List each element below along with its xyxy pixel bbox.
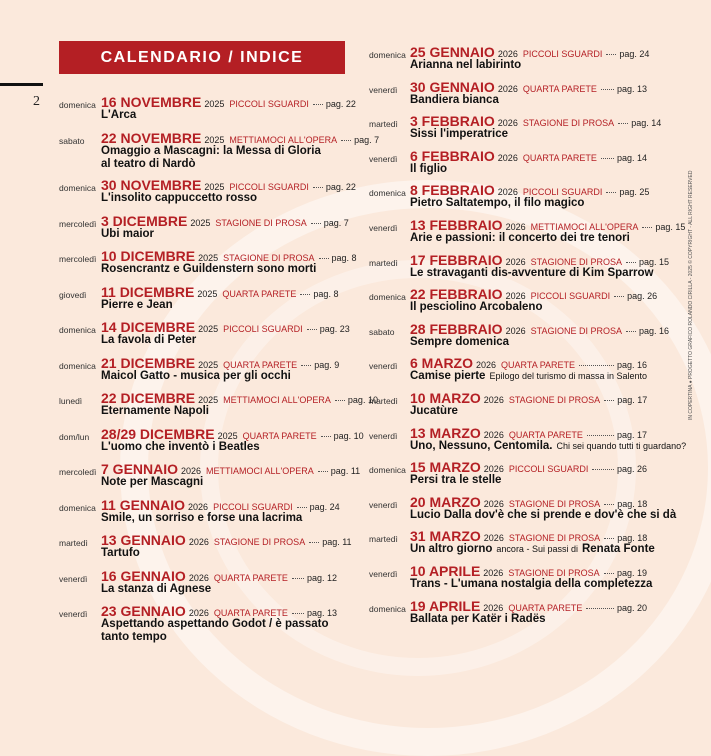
leader-dots	[618, 122, 628, 124]
entry-year: 2026	[497, 187, 518, 198]
entry-dateline	[410, 563, 647, 579]
leader-dots	[604, 537, 614, 539]
entry-title-text: Uno, Nessuno, Centomila.	[410, 439, 553, 452]
entry-date: 3 DICEMBRE	[101, 212, 188, 229]
entry-page-ref: pag. 11	[322, 537, 352, 547]
entry-day: venerdì	[369, 153, 398, 164]
entry-title	[101, 192, 257, 205]
entry-title-text: Ballata per Katër i Radës	[410, 612, 546, 625]
entry-dateline	[410, 494, 647, 510]
entry-date: 11 DICEMBRE	[101, 283, 195, 300]
entry-year: 2025	[198, 253, 219, 263]
entry-page-ref: pag. 18	[617, 533, 648, 544]
entry-day: sabato	[369, 326, 395, 337]
entry-page-ref: pag. 19	[616, 568, 647, 578]
entry-date: 22 DICEMBRE	[101, 390, 196, 406]
entry-year: 2026	[476, 360, 497, 371]
entry-title	[101, 441, 260, 454]
entry-title	[101, 618, 328, 644]
entry-title-text: La favola di Peter	[101, 334, 197, 346]
entry-day: venerdì	[369, 569, 398, 579]
entry-day: domenica	[59, 502, 96, 513]
entry-year: 2026	[505, 222, 526, 232]
entry-page-ref: pag. 11	[330, 466, 361, 476]
entry-page-ref: pag. 9	[314, 359, 340, 370]
entry-category: QUARTA PARETE	[508, 429, 583, 440]
entry-category: STAGIONE DI PROSA	[508, 533, 601, 544]
entry-category: QUARTA PARETE	[501, 360, 576, 371]
entry-title	[410, 59, 521, 72]
entry-dateline	[410, 44, 649, 60]
entry-year: 2025	[190, 217, 211, 228]
entry-category: METTIAMOCI ALL'OPERA	[530, 222, 639, 232]
entry-title-text: Jucatùre	[410, 405, 458, 417]
entry-day: mercoledì	[59, 467, 97, 477]
entry-day: domenica	[369, 292, 406, 303]
entry-year: 2026	[483, 533, 504, 544]
entry-title	[101, 476, 203, 489]
entry-title	[101, 109, 136, 122]
leader-dots	[300, 293, 310, 295]
entry-dateline	[101, 355, 339, 371]
entry-year: 2026	[188, 608, 209, 618]
entry-dateline	[410, 528, 647, 544]
entry-year: 2026	[505, 291, 526, 302]
entry-day: venerdì	[369, 430, 398, 441]
entry-dateline	[101, 284, 338, 300]
entry-page-ref: pag. 16	[638, 325, 669, 336]
entry-subtitle: Epilogo del turismo di massa in Salento	[489, 371, 648, 382]
entry-dateline	[410, 182, 649, 198]
entry-date: 10 DICEMBRE	[101, 248, 196, 264]
entry-title	[410, 232, 630, 245]
entry-title	[410, 370, 647, 383]
leader-dots	[601, 157, 614, 159]
leader-dots	[604, 572, 614, 574]
entry-page-ref: pag. 14	[631, 118, 662, 129]
leader-dots	[319, 257, 329, 259]
entry-page-ref: pag. 24	[619, 49, 650, 59]
entry-date: 15 MARZO	[410, 459, 481, 476]
leader-dots	[318, 470, 328, 472]
entry-title-text: Rosencrantz e Guildenstern sono morti	[101, 263, 317, 275]
entry-dateline	[410, 217, 685, 233]
entry-category: QUARTA PARETE	[213, 608, 288, 618]
entry-title	[410, 405, 458, 418]
entry-title	[410, 197, 584, 210]
entry-year: 2026	[188, 537, 209, 547]
entry-title-text: Aspettando aspettando Godot / è passato	[101, 618, 329, 630]
entry-title-text: Arianna nel labirinto	[410, 59, 522, 71]
entry-date: 20 MARZO	[410, 493, 481, 510]
entry-date: 28/29 DICEMBRE	[101, 425, 215, 442]
entry-date: 31 MARZO	[410, 528, 481, 545]
entry-category: QUARTA PARETE	[222, 288, 297, 299]
entry-page-ref: pag. 13	[616, 83, 647, 94]
entry-title	[410, 301, 543, 314]
entry-category: QUARTA PARETE	[522, 152, 597, 163]
entry-page-ref: pag. 15	[638, 256, 669, 267]
entry-dateline	[410, 459, 647, 475]
entry-category: STAGIONE DI PROSA	[522, 118, 615, 129]
entry-title-text: Trans - L'umana nostalgia della completezza	[410, 578, 653, 590]
entry-title	[101, 299, 173, 312]
entry-title	[410, 267, 654, 280]
leader-dots	[292, 577, 304, 579]
entry-date: 14 DICEMBRE	[101, 319, 196, 335]
leader-dots	[309, 541, 319, 543]
entry-title-text: Ubi maior	[101, 227, 155, 240]
entry-page-ref: pag. 7	[354, 134, 380, 145]
entry-page-ref: pag. 22	[325, 99, 356, 109]
entry-category: STAGIONE DI PROSA	[508, 498, 601, 509]
entry-category: QUARTA PARETE	[522, 83, 597, 94]
leader-dots	[604, 399, 614, 401]
entry-day: sabato	[59, 135, 85, 146]
entry-category: PICCOLI SGUARDI	[229, 182, 309, 192]
entry-dateline	[410, 286, 657, 302]
leader-dots	[587, 434, 614, 436]
entry-dateline	[410, 425, 647, 441]
entry-page-ref: pag. 20	[616, 602, 647, 613]
entry-title-line2: al teatro di Nardò	[101, 157, 196, 170]
entry-dateline	[101, 319, 350, 335]
entry-page-ref: pag. 12	[306, 572, 337, 583]
entry-year: 2026	[505, 325, 526, 336]
entry-title	[101, 228, 154, 241]
entry-category: STAGIONE DI PROSA	[508, 395, 601, 405]
entry-page-ref: pag. 7	[323, 217, 349, 228]
section-header	[59, 41, 345, 74]
entry-category: PICCOLI SGUARDI	[223, 324, 303, 334]
entry-date: 28 FEBBRAIO	[410, 320, 503, 337]
entry-title-text: Il figlio	[410, 162, 448, 175]
entry-page-ref: pag. 16	[616, 360, 647, 371]
entry-day: domenica	[369, 603, 406, 614]
entry-dateline	[101, 603, 337, 619]
entry-dateline	[410, 79, 647, 95]
entry-page-ref: pag. 14	[616, 152, 647, 163]
entry-dateline	[101, 461, 360, 477]
entry-date: 16 NOVEMBRE	[101, 94, 202, 110]
entry-date: 13 FEBBRAIO	[410, 217, 503, 233]
leader-dots	[626, 261, 636, 263]
leader-dots	[313, 103, 323, 105]
entry-date: 17 FEBBRAIO	[410, 251, 503, 268]
entry-title-text: Persi tra le stelle	[410, 474, 502, 487]
entry-year: 2025	[198, 324, 219, 334]
entry-day: venerdì	[59, 573, 88, 584]
leader-dots	[642, 226, 652, 228]
entry-category: PICCOLI SGUARDI	[530, 291, 611, 302]
leader-dots	[321, 435, 331, 437]
entry-day: venerdì	[59, 609, 88, 619]
entry-day: venerdì	[369, 223, 398, 233]
entry-title-text: Tartufo	[101, 547, 140, 559]
entry-title-text: Smile, un sorriso e forse una lacrima	[101, 511, 303, 524]
entry-year: 2025	[204, 99, 225, 109]
entry-year: 2026	[483, 602, 504, 613]
entry-date: 19 APRILE	[410, 597, 481, 614]
entry-title-text: Arie e passioni: il concerto dei tre tenori	[410, 232, 630, 244]
entry-year: 2026	[188, 501, 209, 512]
leader-dots	[307, 328, 317, 330]
leader-dots	[614, 295, 624, 297]
entry-title-text: Le stravaganti dis-avventure di Kim Sparrow	[410, 266, 654, 279]
entry-category: STAGIONE DI PROSA	[223, 253, 315, 263]
entry-day: domenica	[59, 360, 96, 371]
section-title: CALENDARIO / INDICE	[100, 48, 304, 66]
entry-date: 7 GENNAIO	[101, 461, 179, 477]
entry-subtitle: ancora - Sui passi di	[496, 544, 578, 555]
entry-category: PICCOLI SGUARDI	[213, 501, 293, 512]
entry-title	[410, 94, 499, 107]
entry-day: mercoledì	[59, 218, 97, 229]
leader-dots	[626, 330, 636, 332]
entry-dateline	[101, 426, 364, 442]
entry-category: METTIAMOCI ALL'OPERA	[223, 395, 331, 405]
leader-dots	[297, 506, 307, 508]
entry-title-text: Eternamente Napoli	[101, 405, 209, 417]
entry-title	[101, 334, 196, 347]
entry-date: 25 GENNAIO	[410, 44, 495, 60]
entry-day: dom/lun	[59, 431, 90, 442]
entry-date: 13 MARZO	[410, 424, 481, 441]
entry-title	[410, 128, 508, 141]
entry-date: 6 MARZO	[410, 355, 473, 372]
entry-year: 2026	[505, 256, 526, 267]
entry-date: 10 APRILE	[410, 563, 481, 579]
entry-date: 11 GENNAIO	[101, 496, 186, 513]
top-rule	[0, 83, 43, 86]
leader-dots	[601, 88, 614, 90]
entry-title	[410, 474, 501, 487]
entry-day: giovedì	[59, 289, 87, 300]
entry-day: venerdì	[369, 499, 398, 510]
entry-title	[410, 613, 546, 626]
entry-date: 22 FEBBRAIO	[410, 286, 503, 303]
entry-year: 2025	[197, 288, 218, 299]
entry-day: domenica	[369, 465, 406, 476]
entry-day: domenica	[59, 100, 96, 110]
leader-dots	[606, 53, 616, 55]
entry-date: 30 NOVEMBRE	[101, 177, 202, 193]
entry-title-text: Sempre domenica	[410, 335, 510, 348]
entry-category: STAGIONE DI PROSA	[530, 256, 622, 267]
entry-year: 2025	[204, 134, 225, 145]
entry-day: venerdì	[369, 361, 398, 372]
entry-title-text: La stanza di Agnese	[101, 582, 212, 595]
entry-dateline	[101, 568, 337, 584]
entry-category: STAGIONE DI PROSA	[508, 568, 600, 578]
entry-day: domenica	[59, 183, 96, 193]
side-credit: IN COPERTINA ● PROGETTO GRAFICO ROLANDO CIRILLA - 2025 © COPYRIGHT - ALL RIGHT RESERVED	[688, 170, 694, 420]
entry-category: PICCOLI SGUARDI	[522, 49, 603, 59]
entry-page-ref: pag. 23	[319, 324, 350, 334]
entry-day: domenica	[59, 325, 96, 335]
entry-date: 21 DICEMBRE	[101, 354, 196, 371]
entry-year: 2026	[188, 572, 209, 583]
entry-category: METTIAMOCI ALL'OPERA	[229, 134, 338, 145]
entry-dateline	[101, 213, 349, 229]
entry-year: 2026	[483, 498, 504, 509]
entry-dateline	[101, 130, 379, 146]
leader-dots	[592, 468, 614, 470]
entry-title	[101, 583, 211, 596]
entry-title-line2: tanto tempo	[101, 631, 167, 643]
entry-dateline	[101, 177, 356, 193]
entry-dateline	[101, 497, 340, 513]
entry-dateline	[101, 248, 357, 264]
entry-category: METTIAMOCI ALL'OPERA	[206, 466, 314, 476]
entry-title	[410, 336, 509, 349]
entry-dateline	[410, 148, 647, 164]
entry-year: 2026	[483, 464, 504, 475]
entry-title-text: L'insolito cappuccetto rosso	[101, 192, 258, 204]
leader-dots	[579, 364, 614, 366]
entry-category: QUARTA PARETE	[242, 430, 317, 441]
entry-year: 2026	[483, 395, 504, 405]
entry-page-ref: pag. 8	[313, 288, 339, 299]
entry-dateline	[410, 355, 647, 371]
entry-day: lunedì	[59, 396, 83, 406]
entry-category: PICCOLI SGUARDI	[229, 99, 309, 109]
entry-title	[410, 163, 447, 176]
entry-date: 30 GENNAIO	[410, 78, 495, 95]
entry-day: martedì	[59, 538, 88, 548]
entry-year: 2025	[217, 430, 238, 441]
entry-date: 23 GENNAIO	[101, 603, 186, 619]
entry-page-ref: pag. 22	[325, 182, 356, 192]
entry-year: 2025	[198, 359, 219, 370]
page-number: 2	[33, 94, 40, 109]
entry-category: STAGIONE DI PROSA	[215, 217, 307, 228]
entry-date: 3 FEBBRAIO	[410, 113, 495, 130]
entry-day: martedì	[369, 534, 398, 545]
entry-dateline	[101, 94, 356, 110]
entry-page-ref: pag. 26	[616, 464, 647, 475]
entry-year: 2026	[497, 83, 518, 94]
leader-dots	[313, 186, 323, 188]
entry-year: 2026	[497, 49, 518, 59]
entry-page-ref: pag. 13	[306, 608, 337, 618]
entry-day: mercoledì	[59, 254, 97, 264]
entry-year: 2026	[483, 568, 504, 578]
entry-year: 2026	[483, 429, 504, 440]
entry-dateline	[410, 390, 647, 406]
entry-title-text: Pierre e Jean	[101, 298, 173, 311]
entry-dateline	[101, 532, 352, 548]
entry-day: martedì	[369, 257, 398, 268]
entry-category: QUARTA PARETE	[223, 359, 298, 370]
entry-page-ref: pag. 24	[309, 501, 340, 512]
entry-category: QUARTA PARETE	[213, 572, 288, 583]
entry-subtitle: Chi sei quando tutti ti guardano?	[556, 440, 687, 451]
entry-title-text: L'uomo che inventò i Beatles	[101, 440, 260, 453]
entry-date: 22 NOVEMBRE	[101, 129, 202, 146]
leader-dots	[301, 364, 311, 366]
entry-title	[101, 512, 302, 525]
entry-day: domenica	[369, 188, 406, 199]
entry-dateline	[410, 113, 661, 129]
entry-title	[101, 405, 209, 418]
entry-title-text: Maicol Gatto - musica per gli occhi	[101, 369, 291, 382]
entry-title	[410, 578, 652, 591]
entry-page-ref: pag. 15	[655, 222, 686, 232]
entry-title	[101, 145, 321, 171]
entry-dateline	[410, 598, 647, 614]
entry-day: martedì	[369, 119, 398, 130]
entry-year: 2025	[204, 182, 225, 192]
entry-page-ref: pag. 26	[627, 291, 658, 302]
entry-title-text: Camise pierte	[410, 370, 486, 383]
entry-category: QUARTA PARETE	[508, 602, 583, 613]
entry-title-text: Lucio Dalla dov'è che si prende e dov'è che si dà	[410, 508, 677, 521]
entry-title-text: Sissi l'imperatrice	[410, 128, 508, 141]
leader-dots	[586, 607, 614, 609]
leader-dots	[341, 139, 351, 141]
entry-dateline	[410, 252, 669, 268]
entry-category: STAGIONE DI PROSA	[213, 537, 306, 547]
entry-year: 2026	[181, 466, 202, 476]
entry-date: 8 FEBBRAIO	[410, 182, 495, 199]
entry-year: 2026	[497, 118, 518, 129]
entry-title-text: Un altro giorno	[410, 543, 493, 556]
leader-dots	[311, 222, 321, 224]
entry-page-ref: pag. 10	[333, 430, 364, 441]
entry-title	[101, 263, 316, 276]
entry-dateline	[410, 321, 669, 337]
entry-category: PICCOLI SGUARDI	[522, 187, 603, 198]
entry-date: 6 FEBBRAIO	[410, 147, 495, 164]
entry-title	[410, 440, 686, 453]
entry-title	[101, 370, 291, 383]
entry-page-ref: pag. 10	[347, 395, 378, 405]
leader-dots	[604, 503, 614, 505]
entry-title	[410, 543, 655, 556]
entry-day: martedì	[369, 396, 398, 406]
entry-year: 2025	[198, 395, 219, 405]
entry-page-ref: pag. 25	[619, 187, 650, 198]
entry-category: STAGIONE DI PROSA	[530, 325, 622, 336]
entry-title-text: Omaggio a Mascagni: la Messa di Gloria	[101, 144, 321, 157]
entry-page-ref: pag. 18	[617, 498, 648, 509]
entry-day: domenica	[369, 50, 406, 60]
entry-dateline	[101, 390, 378, 406]
entry-title-text: Pietro Saltatempo, il filo magico	[410, 197, 585, 210]
entry-date: 10 MARZO	[410, 390, 481, 406]
leader-dots	[292, 612, 304, 614]
entry-day: venerdì	[369, 84, 398, 95]
entry-title	[101, 547, 140, 560]
entry-date: 16 GENNAIO	[101, 567, 186, 584]
entry-date: 13 GENNAIO	[101, 532, 186, 548]
entry-page-ref: pag. 17	[616, 429, 647, 440]
entry-year: 2026	[497, 152, 518, 163]
leader-dots	[606, 191, 616, 193]
entry-category: PICCOLI SGUARDI	[508, 464, 589, 475]
entry-title-text: Bandiera bianca	[410, 93, 499, 106]
entry-title	[410, 509, 676, 522]
leader-dots	[335, 399, 345, 401]
entry-title-text: Il pesciolino Arcobaleno	[410, 301, 543, 314]
entry-title-text: Note per Mascagni	[101, 476, 204, 488]
entry-page-ref: pag. 8	[331, 253, 357, 263]
entry-page-ref: pag. 17	[617, 395, 648, 405]
entry-title-text: L'Arca	[101, 109, 137, 121]
entry-title-end: Renata Fonte	[581, 543, 655, 556]
